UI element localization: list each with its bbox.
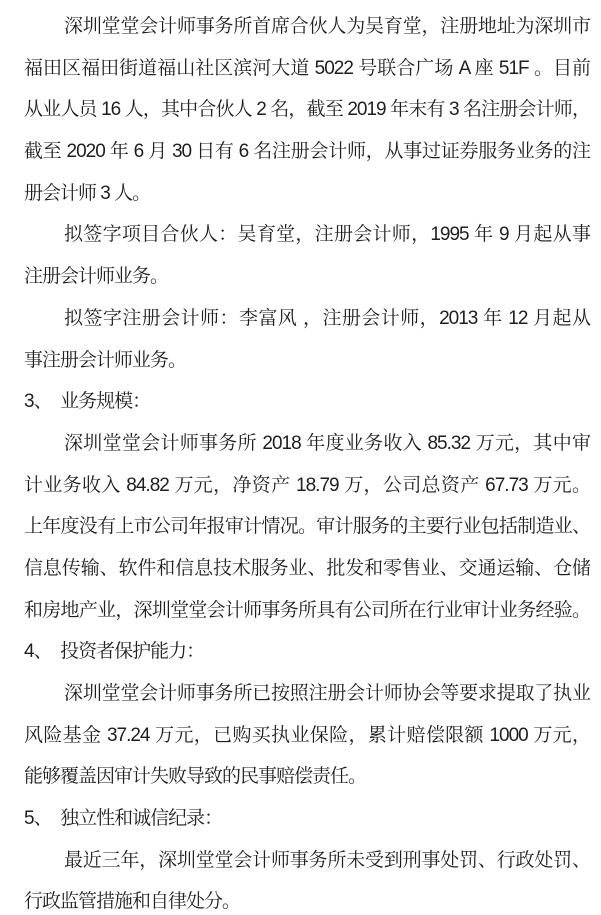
text-line: 册会计师 3 人。 — [24, 182, 151, 204]
section-heading: 4、 投资者保护能力： — [24, 641, 205, 663]
text-line: 风险基金 37.24 万元，已购买执业保险，累计赔偿限额 1000 万元， — [24, 724, 590, 746]
text-line: 信息传输、软件和信息技术服务业、批发和零售业、交通运输、仓储 — [24, 557, 590, 579]
section-heading: 5、 独立性和诚信纪录： — [24, 808, 223, 830]
text-line: 事注册会计师业务。 — [24, 349, 187, 371]
text-line: 注册会计师业务。 — [24, 266, 169, 288]
text-line: 和房地产业，深圳堂堂会计师事务所具有公司所在行业审计业务经验。 — [24, 599, 590, 621]
text-line: 行政监管措施和自律处分。 — [24, 891, 241, 913]
text-line: 截至 2020 年 6 月 30 日有 6 名注册会计师，从事过证券服务业务的注 — [24, 141, 590, 163]
text-line: 深圳堂堂会计师事务所已按照注册会计师协会等要求提取了执业 — [64, 683, 590, 704]
text-line: 福田区福田街道福山社区滨河大道 5022 号联合广场 A 座 51F 。目前 — [24, 57, 590, 79]
text-line: 深圳堂堂会计师事务所 2018 年度业务收入 85.32 万元，其中审 — [64, 432, 590, 454]
text-line: 计业务收入 84.82 万元，净资产 18.79 万，公司总资产 67.73 万元。 — [24, 474, 590, 496]
section-heading: 3、 业务规模： — [24, 391, 151, 413]
text-line: 最近三年，深圳堂堂会计师事务所未受到刑事处罚、行政处罚、 — [64, 849, 590, 871]
text-line: 能够覆盖因审计失败导致的民事赔偿责任。 — [24, 766, 367, 788]
text-line: 从业人员 16 人，其中合伙人 2 名，截至 2019 年末有 3 名注册会计师， — [24, 99, 590, 121]
text-line: 拟签字项目合伙人：吴育堂，注册会计师，1995 年 9 月起从事 — [64, 224, 590, 246]
text-line: 拟签字注册会计师：李富风 ，注册会计师，2013 年 12 月起从 — [64, 307, 590, 329]
text-line: 深圳堂堂会计师事务所首席合伙人为吴育堂，注册地址为深圳市 — [64, 16, 590, 37]
text-line: 上年度没有上市公司年报审计情况。审计服务的主要行业包括制造业、 — [24, 516, 590, 538]
document-content — [24, 6, 590, 915]
